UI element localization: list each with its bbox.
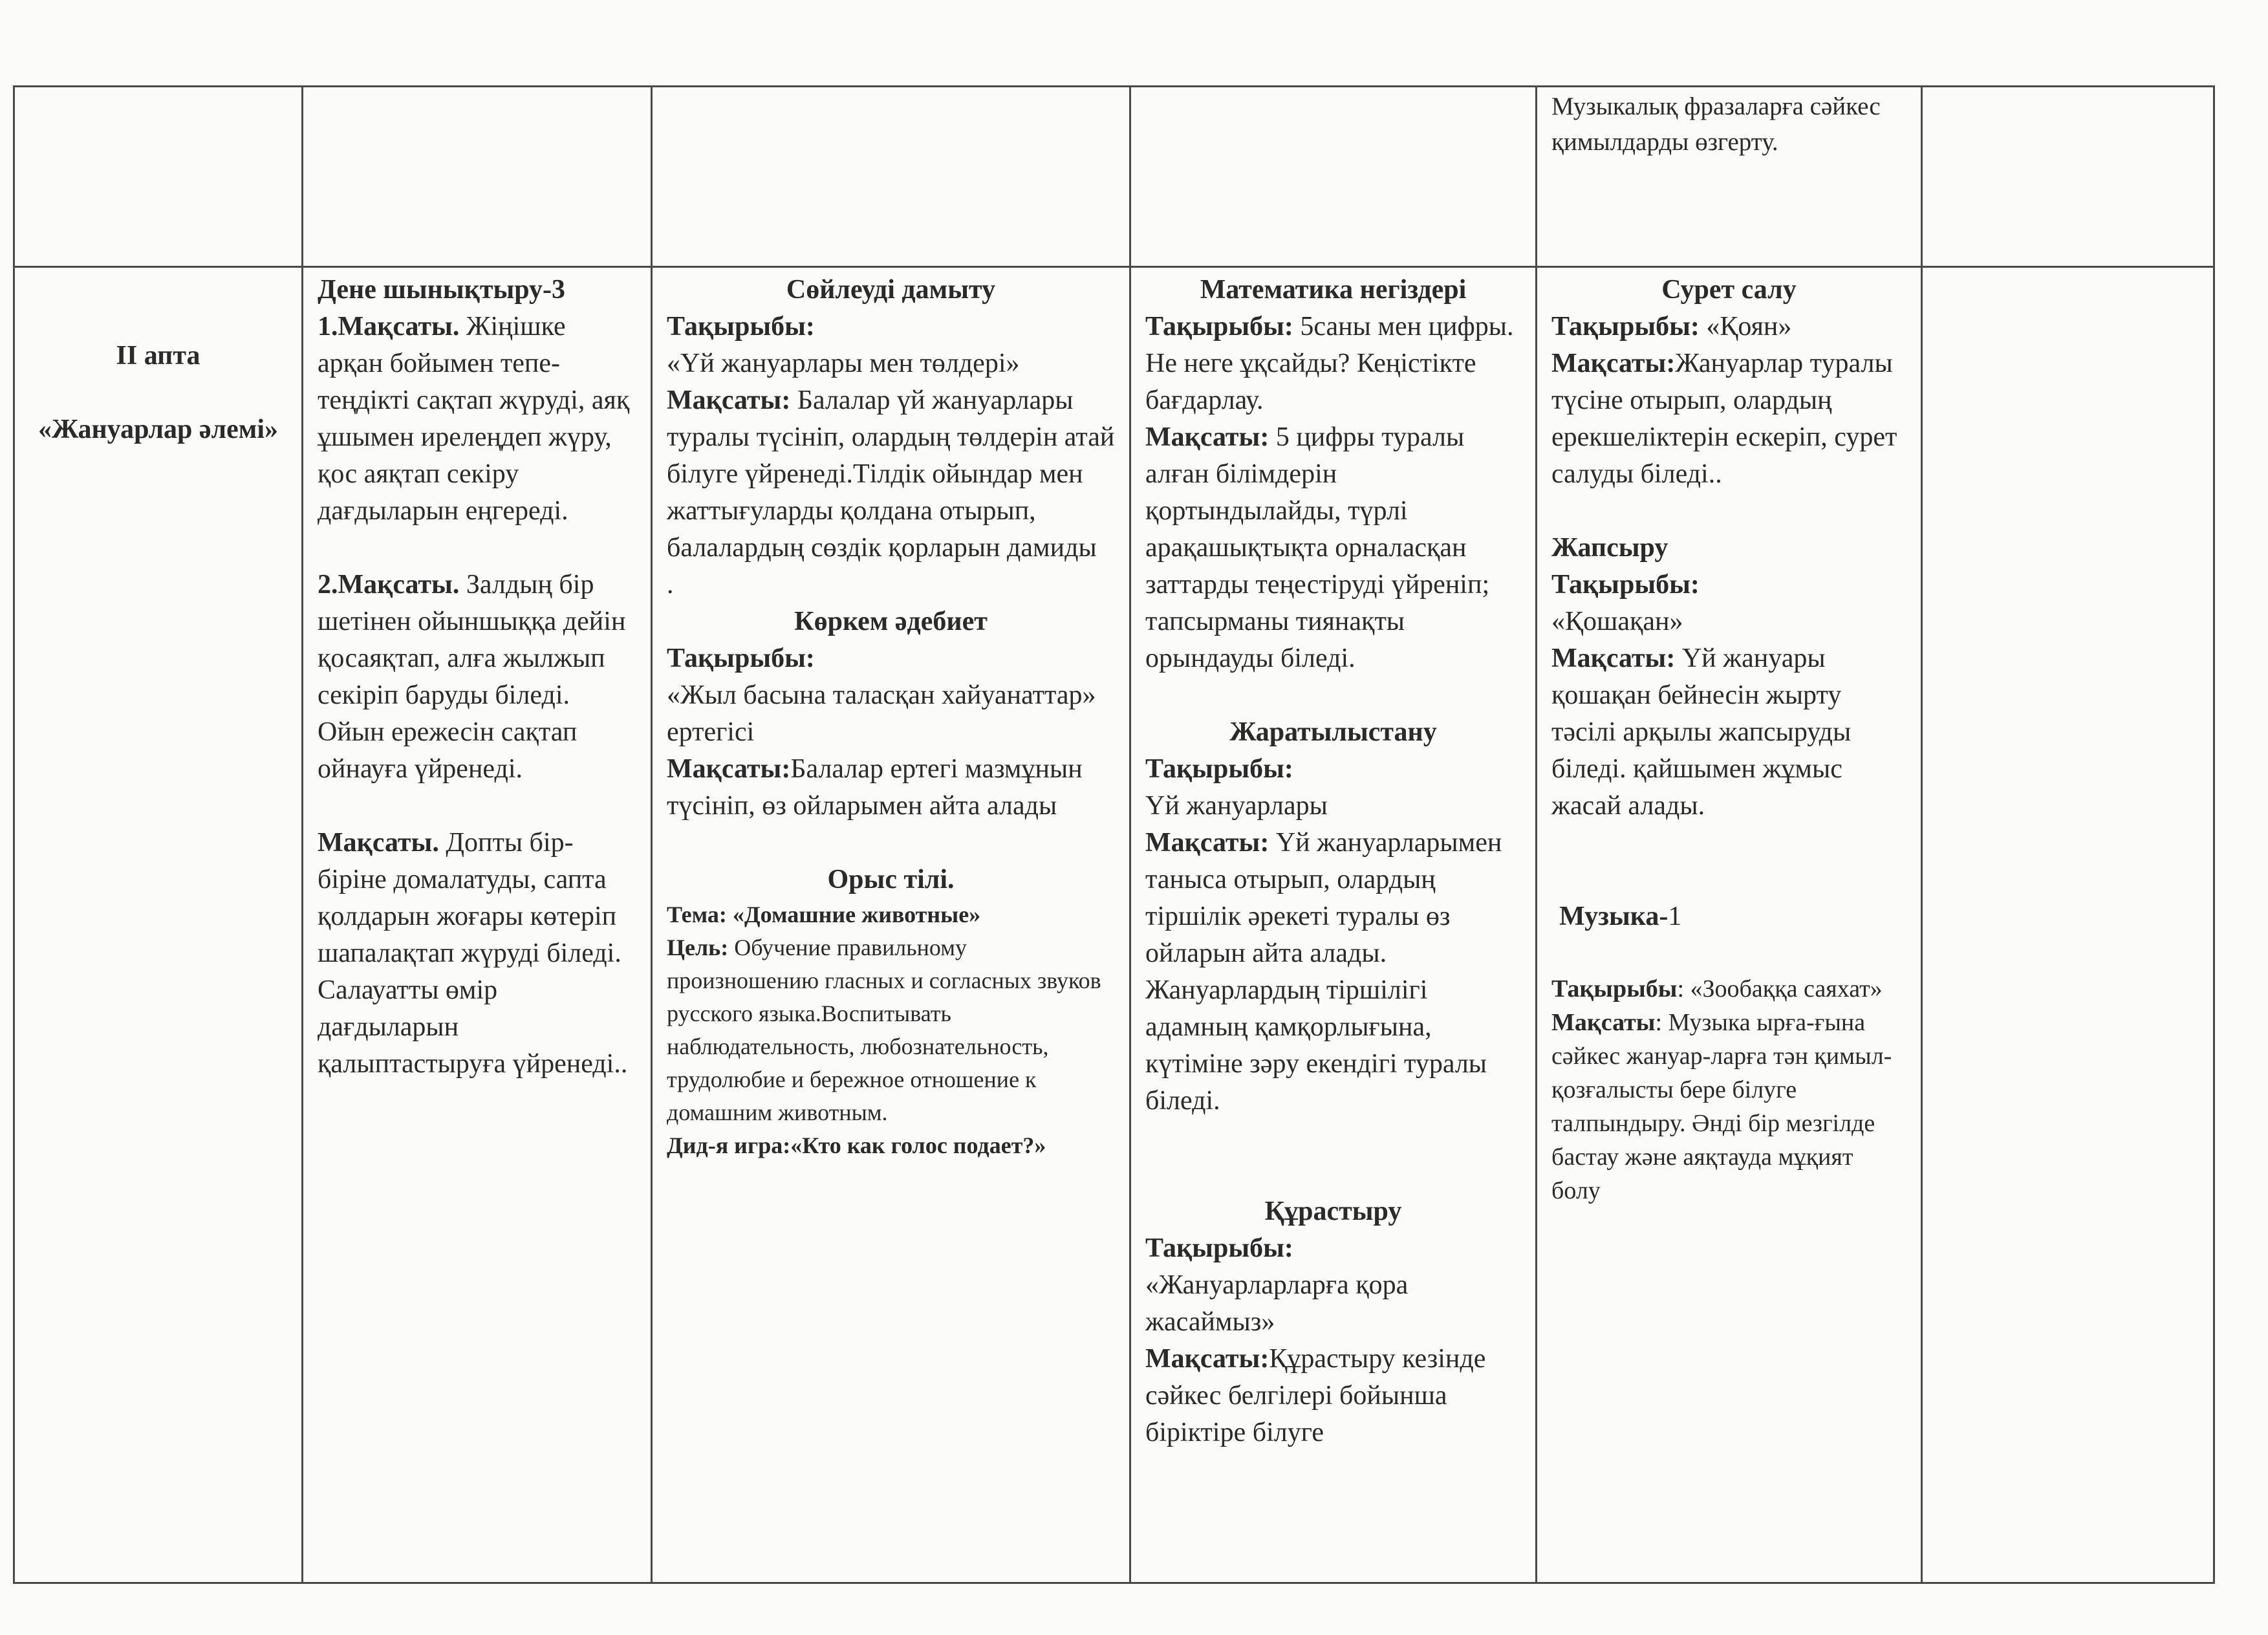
applique-title: Жапсыру [1551, 533, 1669, 563]
russian-topic-label: Тема: [667, 902, 727, 927]
empty-cell [1922, 267, 2214, 1583]
week-theme: «Жануарлар әлемі» [38, 415, 278, 444]
math-cell [1130, 267, 1537, 1583]
math-goal: 5 цифры туралы алған білімдерін қортындылайды, түрлі арақашықтықта орналасқан заттарды теңестіруді үйреніп; тапсырманы тиянақты орындауды біледі. [1145, 422, 1490, 673]
math-topic-label: Тақырыбы: [1145, 312, 1293, 341]
drawing-goal: Жануарлар туралы түсіне отырып, олардың ерекшеліктерін ескеріп, сурет салуды біледі.. [1551, 349, 1897, 489]
table-row [14, 267, 2214, 1583]
music-topic-label: Тақырыбы [1551, 975, 1678, 1002]
pe-cell [303, 267, 652, 1583]
music-goal-label: Мақсаты [1551, 1009, 1656, 1036]
pe-goal3-text: Допты бір-біріне домалатуды, сапта қолдарын жоғары көтеріп шапалақтап жүруді біледі. [318, 828, 621, 968]
speech-goal-label: Мақсаты: [667, 385, 791, 415]
russian-game: Дид-я игра:«Кто как голос подает?» [667, 1132, 1046, 1158]
russian-title: Орыс тілі. [827, 865, 955, 894]
literature-goal: Балалар ертегі мазмұнын түсініп, өз ойларымен айта алады [667, 754, 1083, 821]
nature-topic-label: Тақырыбы: [1145, 754, 1293, 784]
music-title: Музыка- [1559, 902, 1669, 931]
pe-goal2-text: Залдың бір шетінен ойыншыққа дейін қосаяқтап, алға жылжып секіріп баруды біледі. [318, 570, 626, 710]
nature-goal: Үй жануарларымен таныса отырып, олардың тіршілік әрекеті туралы өз ойларын айта алады. Жануарлардың тіршілігі адамның қамқорлығына, күтіміне зәру екендігі туралы біледі. [1145, 828, 1502, 1116]
literature-topic-label: Тақырыбы: [667, 644, 815, 673]
speech-topic-label: Тақырыбы: [667, 312, 815, 341]
math-topic: 5саны мен цифры. Не неге ұқсайды? Кеңістікте бағдарлау. [1145, 312, 1514, 415]
drawing-title: Сурет салу [1661, 275, 1797, 305]
nature-topic: Үй жануарлары [1145, 791, 1328, 821]
week-label: ІІ апта [116, 341, 200, 371]
russian-topic: «Домашние животные» [732, 902, 981, 927]
top-cell-2 [303, 87, 652, 267]
russian-goal-label: Цель: [667, 935, 729, 960]
construction-topic-label: Тақырыбы: [1145, 1233, 1293, 1263]
drawing-goal-label: Мақсаты: [1551, 349, 1676, 378]
applique-goal-label: Мақсаты: [1551, 644, 1676, 673]
literature-topic: «Жыл басына таласқан хайуанаттар» ертегісі [667, 680, 1096, 747]
top-cell-3 [652, 87, 1130, 267]
table-row [14, 87, 2214, 267]
art-cell [1537, 267, 1922, 1583]
drawing-topic: «Қоян» [1706, 312, 1792, 341]
week-cell [14, 267, 303, 1583]
construction-goal: Құрастыру кезінде сәйкес белгілері бойынша біріктіре білуге [1145, 1344, 1486, 1447]
pe-goal3-extra: Салауатты өмір дағдыларын қалыптастыруға үйренеді.. [318, 975, 628, 1079]
pe-goal1-text: Жіңішке арқан бойымен тепе-теңдікті сақтап жүруді, аяқ ұшымен ирелеңдеп жүру, қос аяқтап секіру дағдыларын еңгереді. [318, 312, 630, 526]
top-cell-5 [1537, 87, 1922, 267]
construction-goal-label: Мақсаты: [1145, 1344, 1269, 1374]
nature-goal-label: Мақсаты: [1145, 828, 1269, 858]
pe-goal2-label: 2.Мақсаты. [318, 570, 460, 600]
pe-goal2-extra: Ойын ережесін сақтап ойнауға үйренеді. [318, 717, 578, 784]
top-cell-1 [14, 87, 303, 267]
speech-dot: . [667, 570, 674, 600]
math-title: Математика негіздері [1200, 275, 1467, 305]
speech-goal: Балалар үй жануарлары туралы түсініп, олардың төлдерін атай білуге үйренеді.Тілдік ойындар мен жаттығуларды қолдана отырып, балалардың сөздік қорларын дамиды [667, 385, 1115, 563]
russian-goal: Обучение правильному произношению гласных и согласных звуков русского языка.Воспитывать наблюдательность, любознательность, трудолюбие и бережное отношение к домашним животным. [667, 935, 1101, 1125]
top-cell-6 [1922, 87, 2214, 267]
music-goal: : Музыка ырға-ғына сәйкес жануар-ларға тән қимыл-қозғалысты бере білуге талпындыру. Әнді бір мезгілде бастау және аяқтауда мұқият болу [1551, 1009, 1892, 1204]
pe-goal1-label: 1.Мақсаты. [318, 312, 460, 341]
construction-topic: «Жануарларларға қора жасаймыз» [1145, 1270, 1409, 1337]
music-phrase-text: Музыкалық фразаларға сәйкес қимылдарды өзгерту. [1551, 92, 1881, 156]
pe-title: Дене шынықтыру-3 [318, 275, 566, 305]
lesson-plan-table [13, 85, 2215, 1584]
music-title-number: 1 [1668, 902, 1682, 931]
construction-title: Құрастыру [1264, 1196, 1402, 1226]
applique-topic: «Қошақан» [1551, 607, 1683, 636]
nature-title: Жаратылыстану [1229, 717, 1437, 747]
speech-topic: «Үй жануарлары мен төлдері» [667, 349, 1020, 378]
pe-goal3-label: Мақсаты. [318, 828, 439, 858]
applique-topic-label: Тақырыбы: [1551, 570, 1700, 600]
speech-cell [652, 267, 1130, 1583]
math-goal-label: Мақсаты: [1145, 422, 1269, 452]
literature-goal-label: Мақсаты: [667, 754, 791, 784]
applique-goal: Үй жануары қошақан бейнесін жырту тәсілі арқылы жапсыруды біледі. қайшымен жұмыс жасай алады. [1551, 644, 1852, 821]
music-topic: : «Зообаққа саяхат» [1677, 975, 1883, 1002]
drawing-topic-label: Тақырыбы: [1551, 312, 1700, 341]
speech-title: Сөйлеуді дамыту [786, 275, 996, 305]
literature-title: Көркем әдебиет [794, 607, 988, 636]
top-cell-4 [1130, 87, 1537, 267]
